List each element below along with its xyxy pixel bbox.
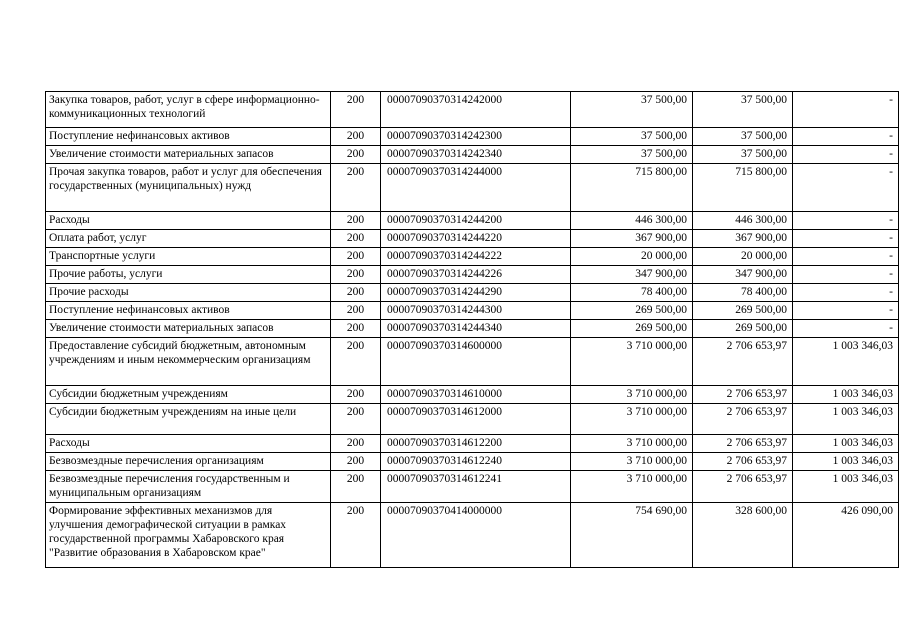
row-budget-code-cell: 00007090370314244220 (381, 230, 571, 248)
row-budget-code-cell: 00007090370314244200 (381, 212, 571, 230)
row-line-code-cell: 200 (331, 230, 381, 248)
table-row (46, 146, 899, 164)
table-row (46, 302, 899, 320)
row-name-cell: Формирование эффективных механизмов для улучшения демографической ситуации в рамках государственной программы Хабаровского края "Развитие образования в Хабаровском крае" (46, 503, 331, 568)
row-line-code-cell: 200 (331, 435, 381, 453)
row-remaining-amount-cell: 1 003 346,03 (793, 404, 899, 435)
row-name-cell: Субсидии бюджетным учреждениям (46, 386, 331, 404)
row-remaining-amount-cell: 1 003 346,03 (793, 471, 899, 503)
table-row (46, 266, 899, 284)
row-executed-amount-cell: 37 500,00 (693, 146, 793, 164)
row-approved-amount-cell: 715 800,00 (571, 164, 693, 212)
row-remaining-amount-cell: 426 090,00 (793, 503, 899, 568)
row-remaining-amount-cell: - (793, 146, 899, 164)
row-line-code-cell: 200 (331, 248, 381, 266)
row-approved-amount-cell: 3 710 000,00 (571, 453, 693, 471)
table-row (46, 386, 899, 404)
table-row (46, 435, 899, 453)
row-budget-code-cell: 00007090370314612241 (381, 471, 571, 503)
row-line-code-cell: 200 (331, 212, 381, 230)
row-budget-code-cell: 00007090370314244290 (381, 284, 571, 302)
row-name-cell: Субсидии бюджетным учреждениям на иные цели (46, 404, 331, 435)
row-approved-amount-cell: 3 710 000,00 (571, 338, 693, 386)
row-line-code-cell: 200 (331, 146, 381, 164)
row-executed-amount-cell: 328 600,00 (693, 503, 793, 568)
row-executed-amount-cell: 269 500,00 (693, 302, 793, 320)
table-row (46, 320, 899, 338)
row-line-code-cell: 200 (331, 503, 381, 568)
row-remaining-amount-cell: - (793, 212, 899, 230)
row-approved-amount-cell: 269 500,00 (571, 320, 693, 338)
table-row (46, 404, 899, 435)
table-row (46, 128, 899, 146)
row-name-cell: Безвозмездные перечисления организациям (46, 453, 331, 471)
row-line-code-cell: 200 (331, 284, 381, 302)
table-row (46, 338, 899, 386)
table-row (46, 248, 899, 266)
row-executed-amount-cell: 37 500,00 (693, 128, 793, 146)
row-budget-code-cell: 00007090370314244000 (381, 164, 571, 212)
row-line-code-cell: 200 (331, 453, 381, 471)
row-executed-amount-cell: 2 706 653,97 (693, 435, 793, 453)
row-budget-code-cell: 00007090370314244226 (381, 266, 571, 284)
row-approved-amount-cell: 754 690,00 (571, 503, 693, 568)
row-line-code-cell: 200 (331, 164, 381, 212)
row-executed-amount-cell: 2 706 653,97 (693, 404, 793, 435)
table-row (46, 212, 899, 230)
table-row (46, 453, 899, 471)
row-executed-amount-cell: 269 500,00 (693, 320, 793, 338)
row-budget-code-cell: 00007090370314244300 (381, 302, 571, 320)
row-budget-code-cell: 00007090370314600000 (381, 338, 571, 386)
table-row (46, 92, 899, 128)
row-approved-amount-cell: 37 500,00 (571, 92, 693, 128)
row-line-code-cell: 200 (331, 128, 381, 146)
row-remaining-amount-cell: - (793, 302, 899, 320)
row-name-cell: Оплата работ, услуг (46, 230, 331, 248)
row-budget-code-cell: 00007090370414000000 (381, 503, 571, 568)
row-approved-amount-cell: 3 710 000,00 (571, 471, 693, 503)
row-approved-amount-cell: 20 000,00 (571, 248, 693, 266)
row-executed-amount-cell: 2 706 653,97 (693, 338, 793, 386)
table-row (46, 284, 899, 302)
row-approved-amount-cell: 78 400,00 (571, 284, 693, 302)
row-approved-amount-cell: 3 710 000,00 (571, 386, 693, 404)
row-executed-amount-cell: 78 400,00 (693, 284, 793, 302)
row-approved-amount-cell: 269 500,00 (571, 302, 693, 320)
row-remaining-amount-cell: 1 003 346,03 (793, 453, 899, 471)
row-approved-amount-cell: 347 900,00 (571, 266, 693, 284)
row-name-cell: Транспортные услуги (46, 248, 331, 266)
row-executed-amount-cell: 367 900,00 (693, 230, 793, 248)
row-line-code-cell: 200 (331, 386, 381, 404)
row-name-cell: Закупка товаров, работ, услуг в сфере информационно-коммуникационных технологий (46, 92, 331, 128)
row-budget-code-cell: 00007090370314612240 (381, 453, 571, 471)
row-budget-code-cell: 00007090370314244222 (381, 248, 571, 266)
row-remaining-amount-cell: 1 003 346,03 (793, 338, 899, 386)
row-remaining-amount-cell: - (793, 284, 899, 302)
table-row (46, 503, 899, 568)
row-approved-amount-cell: 37 500,00 (571, 146, 693, 164)
table-row (46, 230, 899, 248)
row-remaining-amount-cell: 1 003 346,03 (793, 435, 899, 453)
row-remaining-amount-cell: - (793, 92, 899, 128)
row-remaining-amount-cell: - (793, 164, 899, 212)
row-approved-amount-cell: 37 500,00 (571, 128, 693, 146)
row-approved-amount-cell: 3 710 000,00 (571, 435, 693, 453)
row-approved-amount-cell: 3 710 000,00 (571, 404, 693, 435)
row-name-cell: Расходы (46, 435, 331, 453)
row-executed-amount-cell: 446 300,00 (693, 212, 793, 230)
row-line-code-cell: 200 (331, 92, 381, 128)
row-approved-amount-cell: 367 900,00 (571, 230, 693, 248)
row-budget-code-cell: 00007090370314242300 (381, 128, 571, 146)
row-remaining-amount-cell: - (793, 320, 899, 338)
row-name-cell: Увеличение стоимости материальных запасов (46, 146, 331, 164)
row-name-cell: Поступление нефинансовых активов (46, 302, 331, 320)
row-remaining-amount-cell: 1 003 346,03 (793, 386, 899, 404)
row-name-cell: Предоставление субсидий бюджетным, автономным учреждениям и иным некоммерческим организациям (46, 338, 331, 386)
row-executed-amount-cell: 2 706 653,97 (693, 471, 793, 503)
row-budget-code-cell: 00007090370314612200 (381, 435, 571, 453)
budget-execution-table (45, 91, 899, 568)
row-approved-amount-cell: 446 300,00 (571, 212, 693, 230)
table-row (46, 164, 899, 212)
row-remaining-amount-cell: - (793, 248, 899, 266)
row-executed-amount-cell: 715 800,00 (693, 164, 793, 212)
row-name-cell: Безвозмездные перечисления государственным и муниципальным организациям (46, 471, 331, 503)
row-executed-amount-cell: 347 900,00 (693, 266, 793, 284)
row-remaining-amount-cell: - (793, 128, 899, 146)
row-name-cell: Прочие расходы (46, 284, 331, 302)
budget-report-table-container (45, 91, 899, 568)
row-budget-code-cell: 00007090370314244340 (381, 320, 571, 338)
row-line-code-cell: 200 (331, 302, 381, 320)
row-budget-code-cell: 00007090370314242000 (381, 92, 571, 128)
row-name-cell: Расходы (46, 212, 331, 230)
row-line-code-cell: 200 (331, 320, 381, 338)
row-line-code-cell: 200 (331, 404, 381, 435)
row-budget-code-cell: 00007090370314610000 (381, 386, 571, 404)
row-name-cell: Увеличение стоимости материальных запасов (46, 320, 331, 338)
row-executed-amount-cell: 2 706 653,97 (693, 453, 793, 471)
row-budget-code-cell: 00007090370314612000 (381, 404, 571, 435)
row-executed-amount-cell: 20 000,00 (693, 248, 793, 266)
table-row (46, 471, 899, 503)
row-name-cell: Прочая закупка товаров, работ и услуг для обеспечения государственных (муниципальных) нужд (46, 164, 331, 212)
row-name-cell: Прочие работы, услуги (46, 266, 331, 284)
row-executed-amount-cell: 2 706 653,97 (693, 386, 793, 404)
row-line-code-cell: 200 (331, 338, 381, 386)
row-line-code-cell: 200 (331, 266, 381, 284)
row-remaining-amount-cell: - (793, 230, 899, 248)
row-name-cell: Поступление нефинансовых активов (46, 128, 331, 146)
row-executed-amount-cell: 37 500,00 (693, 92, 793, 128)
row-remaining-amount-cell: - (793, 266, 899, 284)
row-line-code-cell: 200 (331, 471, 381, 503)
row-budget-code-cell: 00007090370314242340 (381, 146, 571, 164)
table-body (46, 92, 899, 568)
